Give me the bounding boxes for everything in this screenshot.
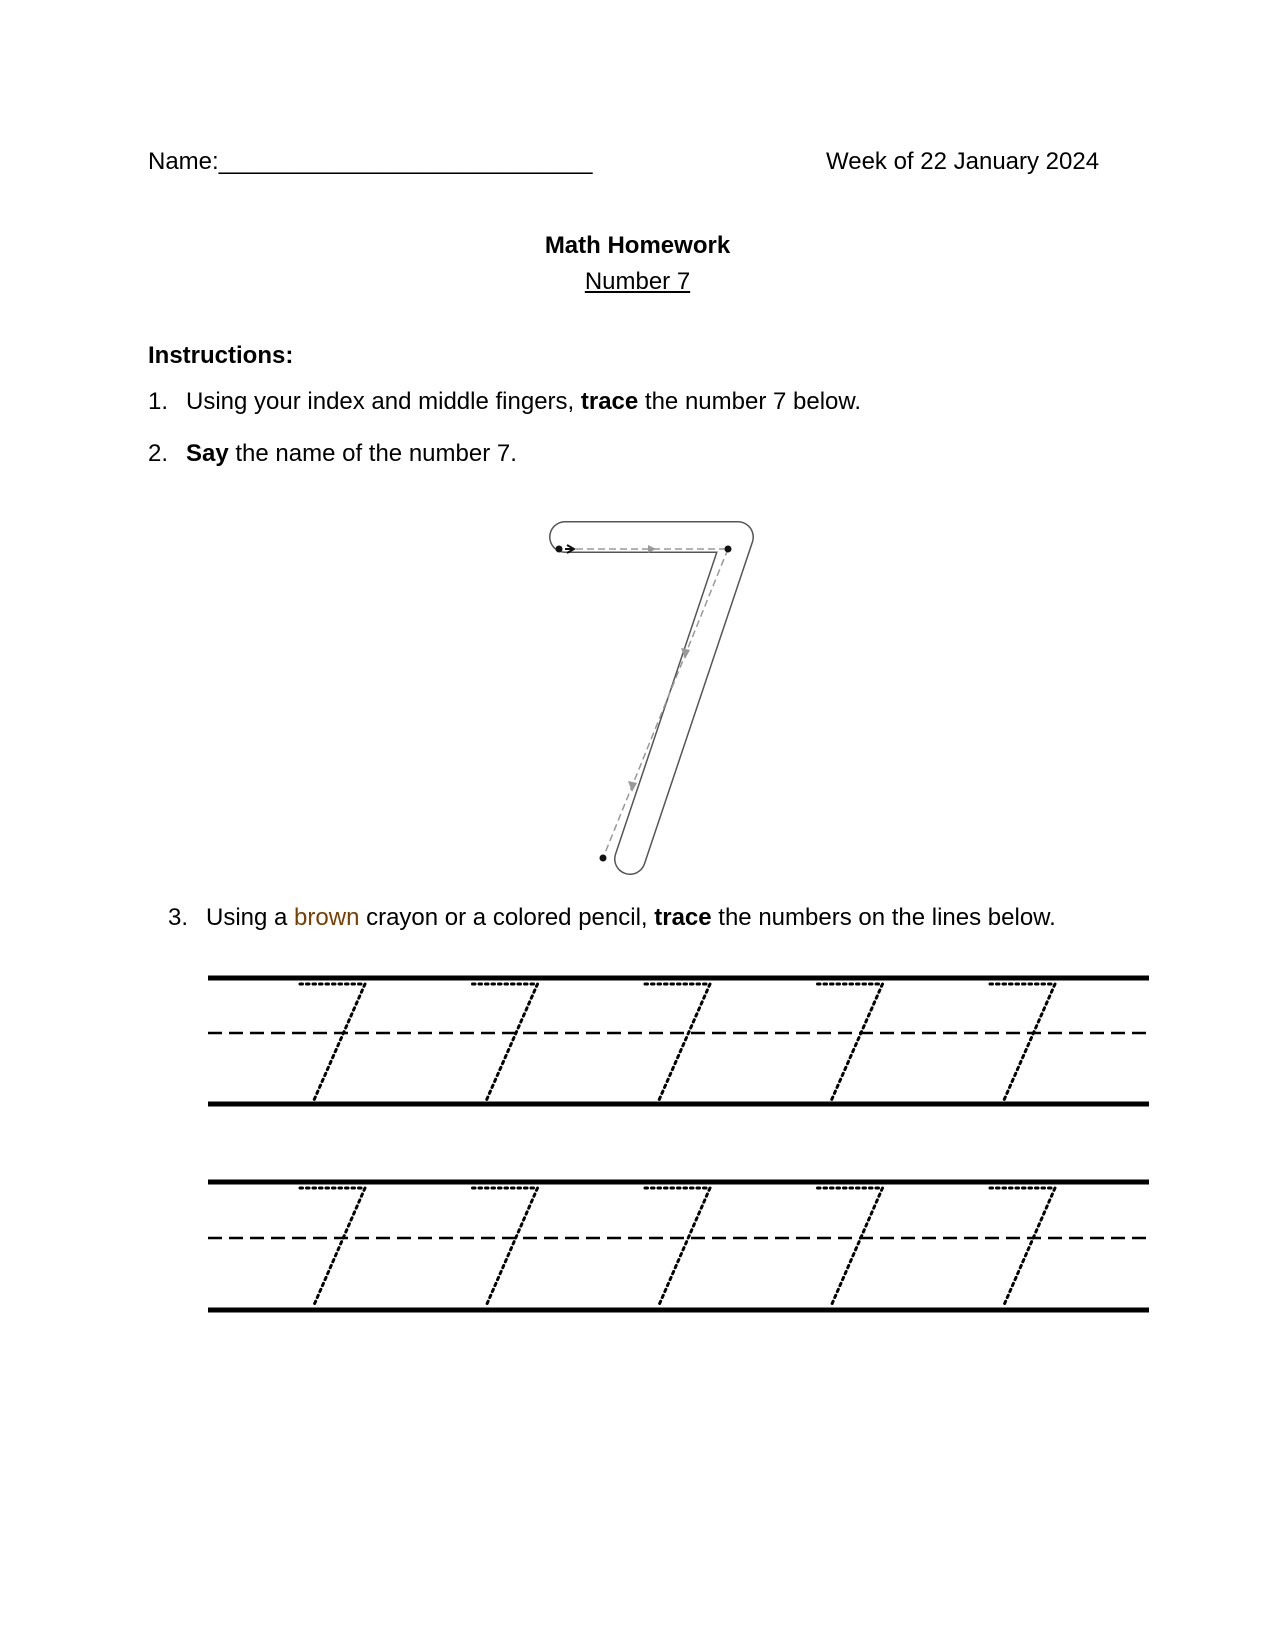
subtitle-text: Number 7 xyxy=(584,268,691,295)
dotted-seven-4[interactable] xyxy=(818,1188,883,1305)
step-text: the name of the number 7. xyxy=(228,440,517,467)
step-number: 1. xyxy=(148,388,169,415)
step-text: the number 7 below. xyxy=(638,388,862,415)
step-emphasis: Say xyxy=(186,440,229,467)
dotted-seven-2[interactable] xyxy=(473,984,538,1100)
step-text: Using your index and middle fingers, xyxy=(186,388,581,415)
dotted-seven-5[interactable] xyxy=(990,1188,1055,1305)
practice-row-2[interactable] xyxy=(208,1182,1149,1310)
dotted-seven-1[interactable] xyxy=(300,1188,365,1305)
dotted-seven-2[interactable] xyxy=(473,1188,538,1305)
step-text: Using a xyxy=(206,904,295,931)
week-date: Week of 22 January 2024 xyxy=(826,148,1100,175)
instructions-heading: Instructions: xyxy=(148,342,294,369)
step-emphasis: trace xyxy=(654,904,712,931)
dotted-seven-4[interactable] xyxy=(818,984,883,1100)
step-text: crayon or a colored pencil, xyxy=(359,904,655,931)
step-number: 2. xyxy=(148,440,169,467)
step-text: the numbers on the lines below. xyxy=(711,904,1056,931)
page-title: Math Homework xyxy=(544,232,731,259)
step-number: 3. xyxy=(168,904,189,931)
dotted-seven-1[interactable] xyxy=(300,984,365,1100)
dotted-seven-5[interactable] xyxy=(990,984,1055,1100)
dotted-seven-3[interactable] xyxy=(645,1188,710,1305)
practice-row-1[interactable] xyxy=(208,978,1149,1104)
step-emphasis: trace xyxy=(580,388,639,415)
dotted-seven-3[interactable] xyxy=(645,984,710,1100)
name-blank-line[interactable]: ____________________________ xyxy=(218,148,593,175)
brown-word: brown xyxy=(294,904,360,931)
name-label: Name: xyxy=(148,148,219,175)
